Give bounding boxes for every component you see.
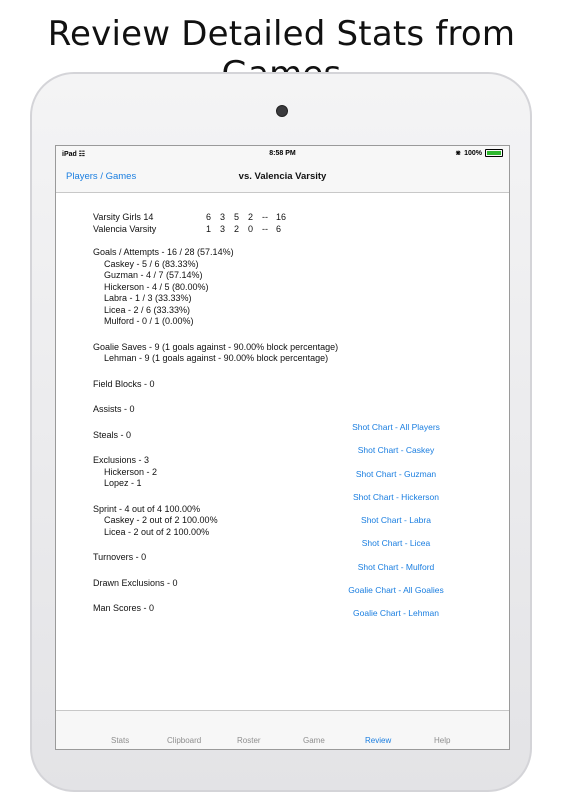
total-score: 16 <box>276 212 287 222</box>
exclusions-header: Exclusions - 3 <box>93 455 150 465</box>
wifi-icon: ☷ <box>78 151 86 158</box>
goals-player: Labra - 1 / 3 (33.33%) <box>104 293 192 303</box>
shot-chart-all-players-link[interactable]: Shot Chart - All Players <box>352 422 440 432</box>
quarter-score: 6 <box>206 212 212 222</box>
turnovers: Turnovers - 0 <box>93 552 147 562</box>
status-right <box>455 149 503 157</box>
sprint-header: Sprint - 4 out of 4 100.00% <box>93 503 201 514</box>
status-bar <box>56 146 509 162</box>
shot-chart-guzman-link[interactable]: Shot Chart - Guzman <box>355 468 437 479</box>
battery-icon <box>485 149 503 157</box>
goalie-chart-lehman-link[interactable]: Goalie Chart - Lehman <box>353 608 439 619</box>
goalie-chart-all-goalies-link[interactable]: Goalie Chart - All Goalies <box>348 585 444 596</box>
quarter-score: 2 <box>248 212 254 222</box>
goals-player: Licea - 2 / 6 (33.33%) <box>104 304 191 315</box>
score-separator: -- <box>262 223 268 234</box>
sprint-player: Licea - 2 out of 2 100.00% <box>104 526 210 537</box>
goalie-player: Lehman - 9 (1 goals against - 90.00% block percentage) <box>104 353 329 363</box>
quarter-score: 3 <box>220 223 226 234</box>
stats-content <box>93 212 338 615</box>
app-screen <box>55 145 510 750</box>
drawn-exclusions: Drawn Exclusions - 0 <box>93 577 178 588</box>
quarter-score: 3 <box>220 212 226 222</box>
tab-clipboard[interactable]: Clipboard <box>167 736 202 745</box>
score-row <box>93 212 338 224</box>
team-name: Varsity Girls 14 <box>93 212 154 222</box>
tab-review[interactable]: Review <box>365 736 392 745</box>
quarter-score: 1 <box>206 223 212 234</box>
quarter-score: 2 <box>234 223 240 234</box>
goals-player: Guzman - 4 / 7 (57.14%) <box>104 270 203 280</box>
quarter-score: 0 <box>248 223 254 234</box>
page-title: vs. Valencia Varsity <box>238 171 327 182</box>
team-name: Valencia Varsity <box>93 223 157 234</box>
navigation-bar <box>56 162 509 193</box>
goals-player: Caskey - 5 / 6 (83.33%) <box>104 258 199 269</box>
goals-player: Mulford - 0 / 1 (0.00%) <box>104 316 194 326</box>
shot-chart-hickerson-link[interactable]: Shot Chart - Hickerson <box>353 491 439 502</box>
status-time: 8:58 PM <box>269 150 296 157</box>
goalie-header: Goalie Saves - 9 (1 goals against - 90.00% block percentage) <box>93 341 339 352</box>
field-blocks: Field Blocks - 0 <box>93 378 155 389</box>
tab-roster[interactable]: Roster <box>237 736 261 745</box>
goals-player: Hickerson - 4 / 5 (80.00%) <box>104 281 209 292</box>
quarter-score: 5 <box>234 212 240 222</box>
bluetooth-icon: ⋇ <box>455 150 462 157</box>
back-button[interactable]: Players / Games <box>66 171 137 182</box>
shot-chart-labra-link[interactable]: Shot Chart - Labra <box>361 515 431 526</box>
battery-percent: 100% <box>464 149 482 157</box>
shot-chart-mulford-link[interactable]: Shot Chart - Mulford <box>357 561 435 572</box>
marketing-headline: Review Detailed Stats from <box>47 14 516 54</box>
goals-header: Goals / Attempts - 16 / 28 (57.14%) <box>93 247 234 257</box>
sprint-player: Caskey - 2 out of 2 100.00% <box>104 515 218 525</box>
front-camera <box>276 105 288 117</box>
tab-bar <box>56 710 509 749</box>
assists: Assists - 0 <box>93 404 135 414</box>
tab-game[interactable]: Game <box>303 736 325 745</box>
tab-help[interactable]: Help <box>434 736 451 745</box>
chart-links <box>336 421 456 631</box>
shot-chart-caskey-link[interactable]: Shot Chart - Caskey <box>357 445 435 456</box>
battery-fill <box>487 151 501 155</box>
man-scores: Man Scores - 0 <box>93 603 155 613</box>
total-score: 6 <box>276 223 282 234</box>
exclusions-player: Hickerson - 2 <box>104 466 158 477</box>
device-label: iPad <box>62 151 77 158</box>
steals: Steals - 0 <box>93 429 132 440</box>
shot-chart-licea-link[interactable]: Shot Chart - Licea <box>361 538 431 549</box>
tab-stats[interactable]: Stats <box>111 736 130 745</box>
score-row <box>93 224 338 236</box>
exclusions-player: Lopez - 1 <box>104 478 142 488</box>
score-separator: -- <box>262 212 268 222</box>
